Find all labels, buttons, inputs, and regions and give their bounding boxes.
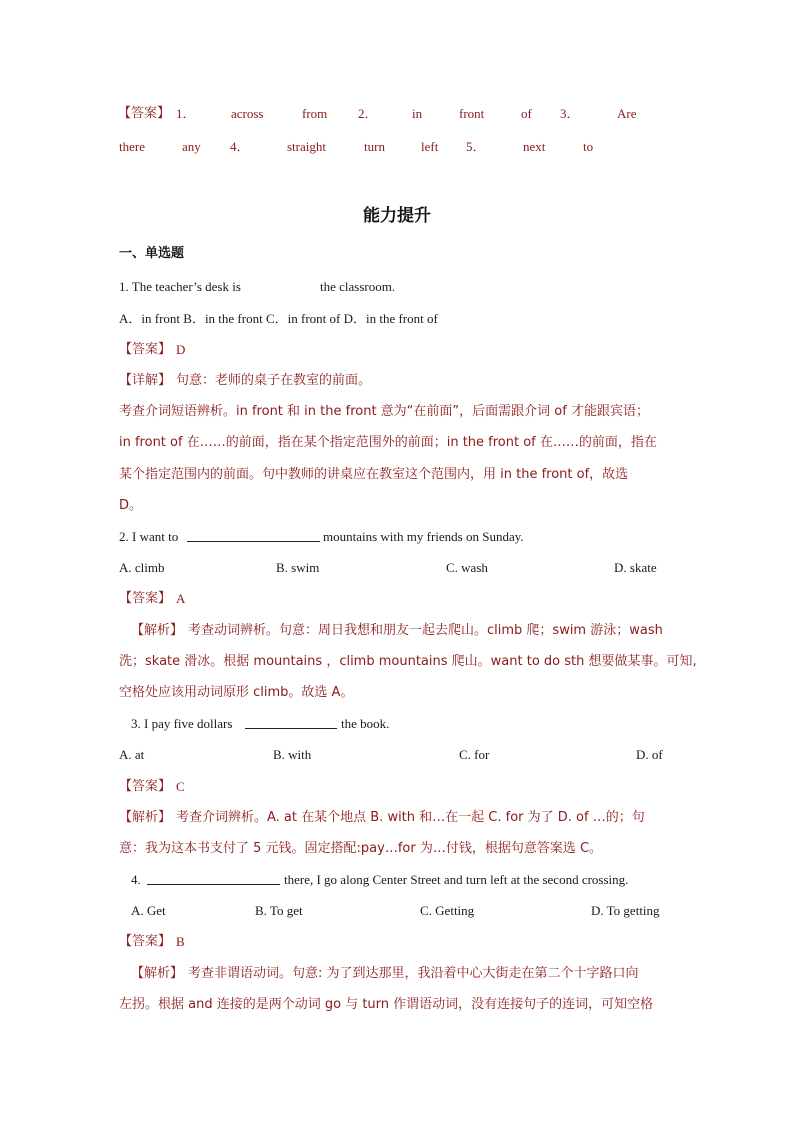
- question-1-answer: D: [176, 342, 186, 357]
- option-b: B. To get: [255, 903, 303, 918]
- page-heading: 能力提升: [363, 206, 431, 226]
- answer-item: Are: [617, 106, 637, 121]
- answer-item: across: [231, 106, 264, 121]
- option-b: B. swim: [276, 560, 320, 575]
- question-3-stem-end: the book.: [341, 716, 390, 731]
- question-1-detail: 某个指定范围内的前面。句中教师的讲桌应在教室这个范围内，用 in the front of，故选: [119, 467, 629, 482]
- answer-item: 4．: [230, 139, 250, 154]
- answer-label: 【答案】: [119, 779, 172, 794]
- answer-item: straight: [287, 139, 326, 154]
- answer-item: front: [459, 106, 485, 121]
- question-4-answer: B: [176, 934, 185, 949]
- answer-item: from: [302, 106, 328, 121]
- detail-label: 【详解】: [119, 373, 172, 388]
- question-2-stem: 2. I want to: [119, 529, 179, 544]
- question-1-stem-end: the classroom.: [320, 279, 396, 294]
- question-1-options: A．in front B．in the front C．in front of D．in the front of: [119, 311, 438, 326]
- question-3-analysis: 考查介词辨析。A. at 在某个地点 B. with 和…在一起 C. for 为了 D. of …的；句: [176, 810, 645, 825]
- option-a: A. climb: [119, 560, 165, 575]
- question-1-stem: 1. The teacher’s desk is: [119, 279, 241, 294]
- answer-label: 【答案】: [119, 591, 172, 606]
- option-d: D. skate: [614, 560, 657, 575]
- answer-item: any: [182, 139, 201, 154]
- question-2-stem-end: mountains with my friends on Sunday.: [323, 529, 524, 544]
- option-a: A. at: [119, 747, 145, 762]
- question-2-answer: A: [176, 591, 186, 606]
- question-4-analysis: 左拐。根据 and 连接的是两个动词 go 与 turn 作谓语动词，没有连接句子的连词，可知空格: [119, 997, 654, 1012]
- question-4-stem: 4.: [131, 872, 141, 887]
- answer-label: 【答案】: [119, 342, 172, 357]
- answer-label: 【答案】: [119, 934, 172, 949]
- option-c: C. for: [459, 747, 490, 762]
- question-1-detail: 句意：老师的桌子在教室的前面。: [176, 373, 372, 388]
- analysis-label: 【解析】: [131, 623, 184, 638]
- option-c: C. wash: [446, 560, 488, 575]
- option-d: D. of: [636, 747, 663, 762]
- section-title: 一、单选题: [119, 246, 185, 261]
- analysis-label: 【解析】: [131, 966, 184, 981]
- answer-label: 【答案】: [118, 106, 171, 121]
- question-2-analysis: 空格处应该用动词原形 climb。故选 A。: [119, 685, 354, 700]
- answer-item: turn: [364, 139, 385, 154]
- question-3-answer: C: [176, 779, 185, 794]
- option-b: B. with: [273, 747, 312, 762]
- answer-blank: [245, 716, 337, 733]
- answer-blank: [147, 872, 280, 889]
- answer-item: 3．: [560, 106, 580, 121]
- answer-item: 1．: [176, 106, 196, 121]
- answer-item: there: [119, 139, 145, 154]
- option-c: C. Getting: [420, 903, 475, 918]
- answer-item: 2．: [358, 106, 378, 121]
- option-d: D. To getting: [591, 903, 660, 918]
- question-2-analysis: 考查动词辨析。句意：周日我想和朋友一起去爬山。climb 爬；swim 游泳；wash: [188, 623, 663, 638]
- question-3-analysis: 意：我为这本书支付了 5 元钱。固定搭配:pay…for 为…付钱，根据句意答案选 C。: [119, 841, 603, 856]
- answer-item: in: [412, 106, 423, 121]
- question-3-stem: 3. I pay five dollars: [131, 716, 233, 731]
- question-1-detail: in front of 在……的前面，指在某个指定范围外的前面；in the front of 在……的前面，指在: [119, 435, 657, 450]
- answer-item: left: [421, 139, 439, 154]
- answer-item: 5．: [466, 139, 486, 154]
- question-4-stem-end: there, I go along Center Street and turn left at the second crossing.: [284, 872, 629, 887]
- option-a: A. Get: [131, 903, 166, 918]
- question-1-detail: 考查介词短语辨析。in front 和 in the front 意为“在前面”，后面需跟介词 of 才能跟宾语；: [119, 404, 649, 419]
- analysis-label: 【解析】: [119, 810, 172, 825]
- answer-item: next: [523, 139, 546, 154]
- answer-item: of: [521, 106, 532, 121]
- question-1-detail: D。: [119, 498, 143, 513]
- answer-item: to: [583, 139, 594, 154]
- answer-blank: [187, 529, 320, 546]
- question-2-analysis: 洗；skate 滑冰。根据 mountains ，climb mountains 爬山。want to do sth 想要做某事。可知,: [119, 654, 697, 669]
- question-4-analysis: 考查非谓语动词。句意: 为了到达那里，我沿着中心大街走在第二个十字路口向: [188, 966, 639, 981]
